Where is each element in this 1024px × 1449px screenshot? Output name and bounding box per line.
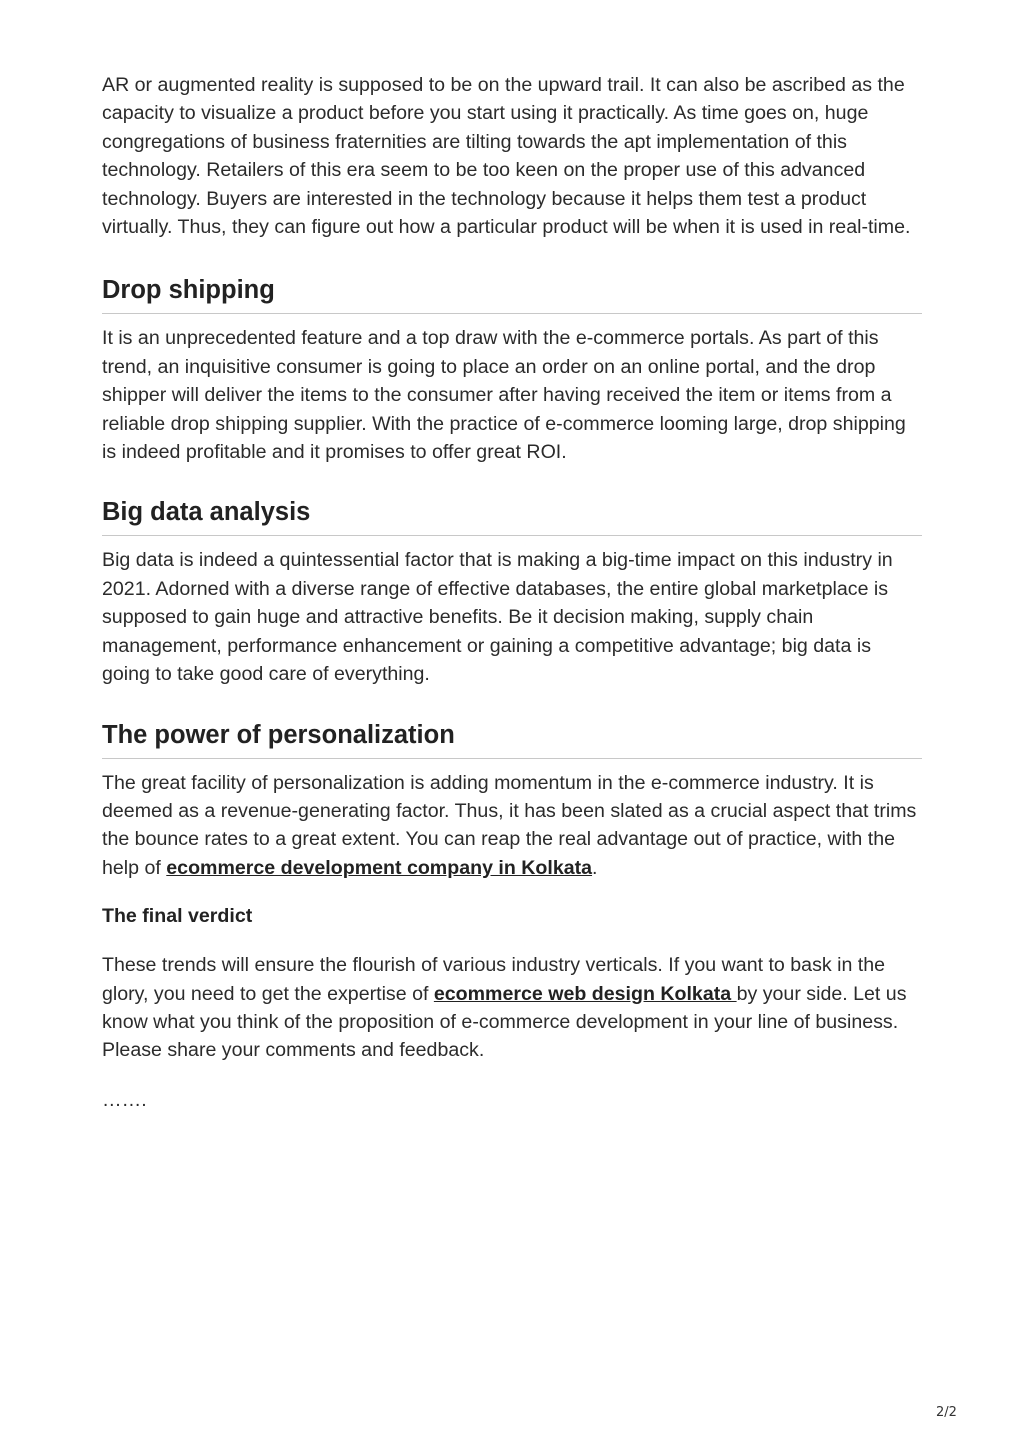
ecommerce-development-company-link[interactable]: ecommerce development company in Kolkata bbox=[166, 856, 593, 879]
personalization-text: The great facility of personalization is adding momentum in the e-commerce industry. It is deemed as a revenue-generating factor. Thus, it has been slated as a crucial aspect that trims the bounce rates to a great extent. You can reap the real advantage out of practice, with the help of bbox=[102, 771, 917, 879]
drop-shipping-paragraph: It is an unprecedented feature and a top draw with the e-commerce portals. As part of this trend, an inquisitive consumer is going to place an order on an online portal, and the drop shipper will deliver the items to the consumer after having received the item or items from a reliable drop shipping supplier. With the practice of e-commerce looming large, drop shipping is indeed profitable and it promises to offer great ROI. bbox=[102, 327, 906, 464]
verdict-heading: The final verdict bbox=[102, 905, 253, 928]
ecommerce-web-design-link[interactable]: ecommerce web design Kolkata bbox=[433, 982, 737, 1005]
page-number: 2/2 bbox=[936, 1405, 957, 1420]
intro-paragraph: AR or augmented reality is supposed to be on the upward trail. It can also be ascribed as the capacity to visualize a product before you start using it practically. As time goes on, huge congregations of business fraternities are tilting towards the apt implementation of this technology. Retailers of this era seem to be too keen on the proper use of this advanced technology. Buyers are interested in the technology because it helps them test a product virtually. Thus, they can figure out how a particular product will be when it is used in real-time. bbox=[102, 74, 911, 239]
ellipsis: ……. bbox=[102, 1088, 147, 1111]
heading-big-data-analysis: Big data analysis bbox=[102, 495, 922, 536]
heading-drop-shipping: Drop shipping bbox=[102, 273, 922, 314]
verdict-text: These trends will ensure the flourish of various industry verticals. If you want to bask in the glory, you need to get the expertise of bbox=[102, 954, 886, 1005]
verdict-text-end: by your side. Let us know what you think of the proposition of e-commerce development in your line of business. Please share your comments and feedback. bbox=[102, 982, 907, 1062]
personalization-paragraph bbox=[102, 769, 922, 883]
document-page bbox=[102, 71, 922, 1114]
verdict-paragraph bbox=[102, 951, 922, 1065]
personalization-text-end: . bbox=[592, 856, 598, 879]
heading-personalization: The power of personalization bbox=[102, 718, 922, 759]
big-data-paragraph: Big data is indeed a quintessential factor that is making a big-time impact on this industry in 2021. Adorned with a diverse range of effective databases, the entire global marketplace is supposed to gain huge and attractive benefits. Be it decision making, supply chain management, performance enhancement or gaining a competitive advantage; big data is going to take good care of everything. bbox=[102, 549, 893, 686]
